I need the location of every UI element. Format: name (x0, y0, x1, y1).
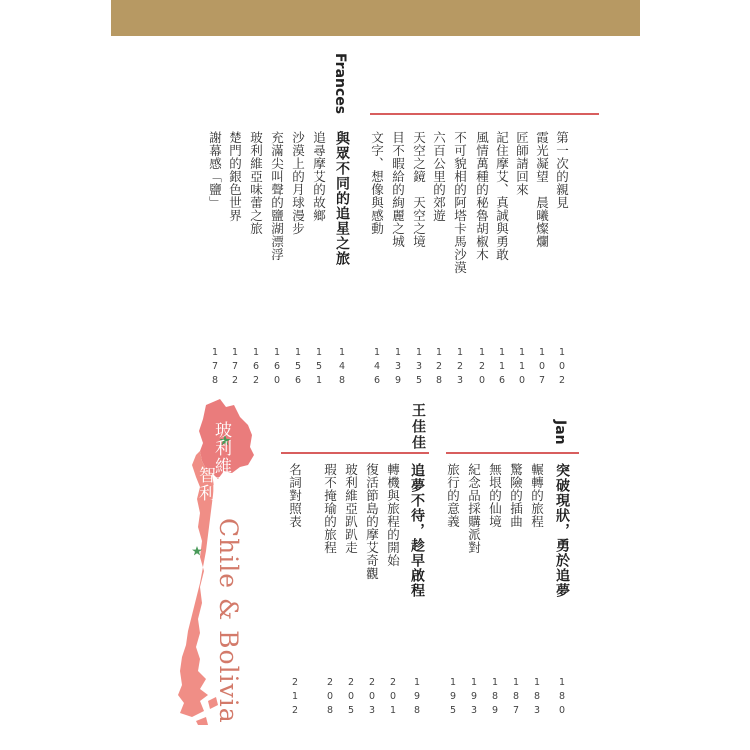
toc-entry[interactable]: 霞光凝望 晨曦燦爛 (534, 131, 550, 248)
page-number: 123 (454, 347, 466, 389)
section-divider-wang (281, 452, 429, 454)
toc-entry[interactable]: 玻利維亞味蕾之旅 (248, 131, 264, 235)
toc-entry[interactable]: 名詞對照表 (287, 463, 303, 528)
page-number: 102 (556, 347, 568, 389)
page-number: 198 (411, 677, 423, 719)
toc-entry[interactable]: 轉機與旅程的開始 (385, 463, 401, 567)
page-number: 183 (531, 677, 543, 719)
page-number: 116 (496, 347, 508, 389)
page-number: 189 (489, 677, 501, 719)
page-number: 187 (510, 677, 522, 719)
toc-entry[interactable]: 風情萬種的秘魯胡椒木 (474, 131, 490, 261)
section-divider-jan (446, 452, 579, 454)
toc-entry[interactable]: 輾轉的旅程 (529, 463, 545, 528)
toc-entry[interactable]: 不可貌相的阿塔卡馬沙漠 (452, 131, 468, 274)
toc-entry[interactable]: 第一次的親見 (554, 131, 570, 209)
page-number: 203 (366, 677, 378, 719)
page-number: 162 (250, 347, 262, 389)
toc-entry[interactable]: 匠師請回來 (514, 131, 530, 196)
page-number: 193 (468, 677, 480, 719)
map-label-bolivia-1 (212, 421, 233, 493)
toc-entry[interactable]: 追尋摩艾的故鄉 (311, 131, 327, 222)
author-jan: Jan (552, 420, 568, 445)
page-number: 135 (413, 347, 425, 389)
page-number: 128 (433, 347, 445, 389)
toc-entry[interactable]: 瑕不掩瑜的旅程 (322, 463, 338, 554)
chapter-title[interactable]: 追夢不待，趁早啟程 (409, 463, 425, 598)
page-number: 160 (271, 347, 283, 389)
page-number: 139 (392, 347, 404, 389)
page-number: 148 (336, 347, 348, 389)
toc-entry[interactable]: 復活節島的摩艾奇觀 (364, 463, 380, 580)
toc-entry[interactable]: 無垠的仙境 (487, 463, 503, 528)
header-bar (111, 0, 640, 36)
toc-entry[interactable]: 沙漠上的月球漫步 (290, 131, 306, 235)
page-number: 178 (209, 347, 221, 389)
page-number: 172 (229, 347, 241, 389)
page-number: 208 (324, 677, 336, 719)
page-number: 205 (345, 677, 357, 719)
section-divider-frances (370, 113, 599, 115)
toc-entry[interactable]: 旅行的意義 (445, 463, 461, 528)
page-number: 120 (476, 347, 488, 389)
toc-entry[interactable]: 充滿尖叫聲的鹽湖漂浮 (269, 131, 285, 261)
page-number: 146 (371, 347, 383, 389)
page-number: 212 (289, 677, 301, 719)
toc-entry[interactable]: 目不暇給的絢麗之城 (390, 131, 406, 248)
chapter-title[interactable]: 突破現狀，勇於追夢 (554, 463, 570, 598)
toc-entry[interactable]: 天空之鏡 天空之境 (411, 131, 427, 248)
toc-entry[interactable]: 謝幕感「鹽」 (207, 131, 223, 209)
toc-entry[interactable]: 六百公里的郊遊 (431, 131, 447, 222)
page-number: 180 (556, 677, 568, 719)
toc-entry[interactable]: 文字、想像與感動 (369, 131, 385, 235)
page-number: 195 (447, 677, 459, 719)
author-frances: Frances (332, 53, 348, 115)
toc-entry[interactable]: 紀念品採購派對 (466, 463, 482, 554)
toc-entry[interactable]: 玻利維亞趴趴走 (343, 463, 359, 554)
page-number: 201 (387, 677, 399, 719)
page-number: 107 (536, 347, 548, 389)
page-number: 156 (292, 347, 304, 389)
author-wang-jiajia: 王佳佳 (410, 403, 426, 451)
toc-entry[interactable]: 楚門的銀色世界 (227, 131, 243, 222)
map-title: Chile & Bolivia (214, 518, 243, 724)
toc-entry[interactable]: 驚險的插曲 (508, 463, 524, 528)
chapter-title[interactable]: 與眾不同的追星之旅 (334, 131, 350, 266)
map-label-chile: 智利 (195, 466, 215, 502)
page-number: 110 (516, 347, 528, 389)
toc-entry[interactable]: 記住摩艾、真誠與勇敢 (494, 131, 510, 261)
map-label-bolivia: 玻利維亞 (211, 421, 231, 493)
page-number: 151 (313, 347, 325, 389)
